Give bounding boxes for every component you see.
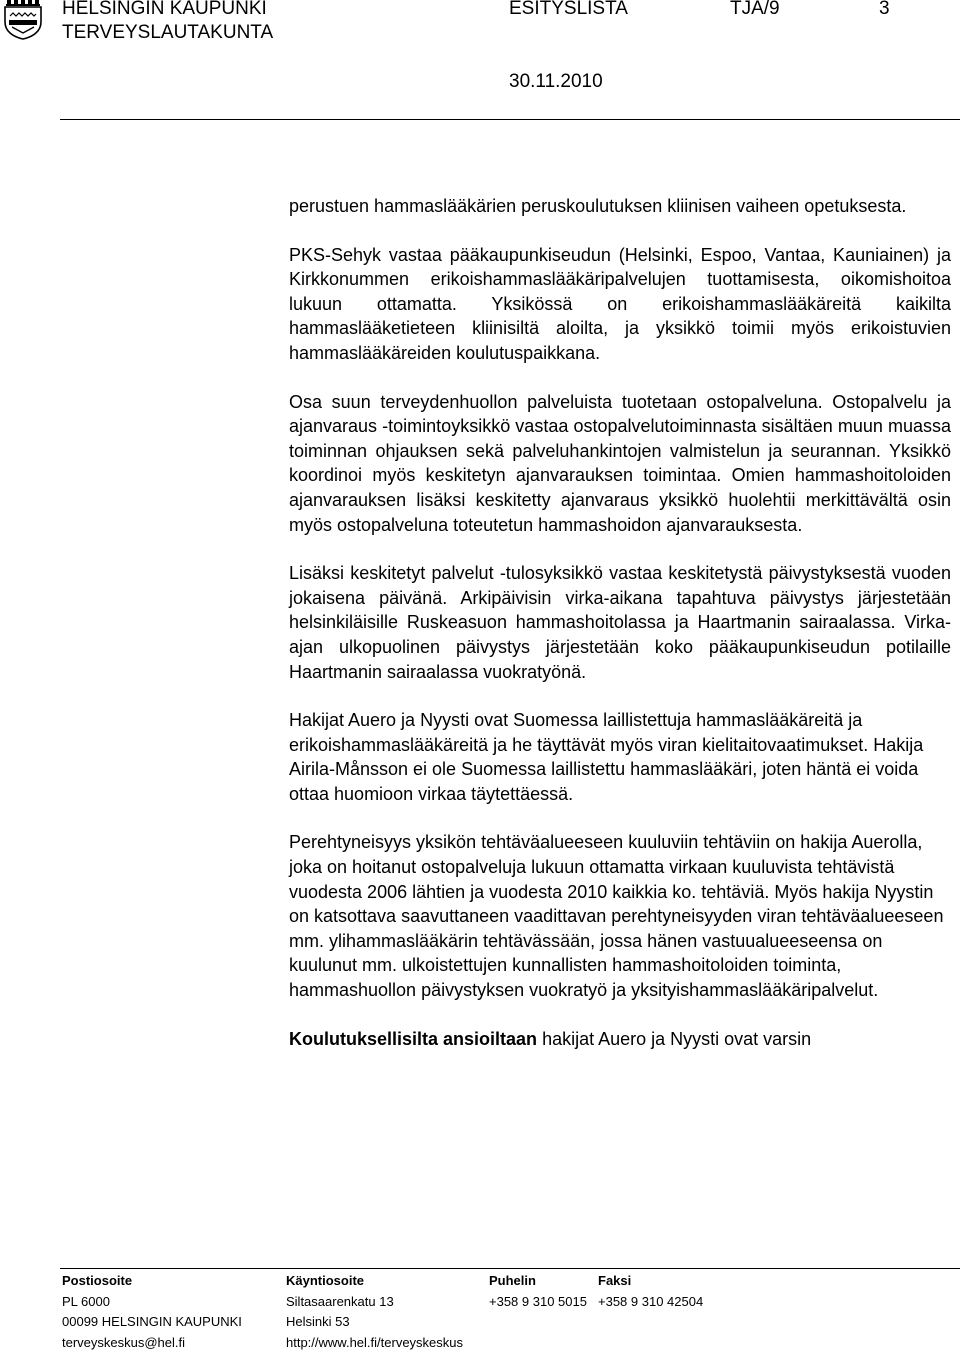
paragraph: Hakijat Auero ja Nyysti ovat Suomessa laillistettuja hammaslääkäreitä ja erikoishammaslääkäreitä ja he täyttävät myös viran kielitaitovaatimukset. Hakija Airila-Månsson ei ole Suomessa laillistettu hammaslääkäri, joten häntä ei voida ottaa huomioon virkaa täytettäessä. [289, 708, 951, 806]
footer-divider [60, 1268, 960, 1269]
footer-heading: Faksi [598, 1271, 703, 1292]
footer-website-link[interactable]: http://www.hel.fi/terveyskeskus [286, 1333, 463, 1353]
paragraph: Perehtyneisyys yksikön tehtäväalueeseen kuuluviin tehtäviin on hakija Auerolla, joka on hoitanut ostopalveluja lukuun ottamatta virkaan kuuluvista tehtävistä vuodesta 2006 lähtien ja vuodesta 2010 kaikkia ko. tehtäviä. Myös hakija Nyystin on katsottava saavuttaneen vaadittavan perehtyneisyyden viran tehtäväalueeseen mm. ylihammaslääkärin tehtävässään, jossa hänen vastuualueeseensa on kuulunut mm. ulkoistettujen kunnallisten hammashoitoloiden toiminta, hammashuollon päivystyksen vuokratyö ja yksityishammaslääkäripalvelut. [289, 830, 951, 1002]
footer-email[interactable]: terveyskeskus@hel.fi [62, 1333, 242, 1353]
paragraph: perustuen hammaslääkärien peruskoulutuksen kliinisen vaiheen opetuksesta. [289, 194, 951, 219]
document-type: ESITYSLISTA [509, 0, 628, 20]
document-body [289, 194, 951, 1051]
footer-fax [598, 1271, 703, 1312]
footer-line: +358 9 310 5015 [489, 1292, 587, 1313]
organization-name: HELSINGIN KAUPUNKI [62, 0, 267, 20]
document-date: 30.11.2010 [509, 71, 603, 93]
committee-name: TERVEYSLAUTAKUNTA [62, 22, 273, 44]
header-divider [60, 119, 960, 120]
footer-postal-address [62, 1271, 242, 1353]
bold-lead-text: Koulutuksellisilta ansioiltaan [289, 1029, 537, 1049]
footer-heading: Käyntiosoite [286, 1271, 463, 1292]
paragraph: Lisäksi keskitetyt palvelut -tulosyksikkö vastaa keskitetystä päivystyksestä vuoden jokaisena päivänä. Arkipäivisin virka-aikana tapahtuva päivystys järjestetään helsinkiläisille Ruskeasuon hammashoitolassa ja Haartmanin sairaalassa. Virka-ajan ulkopuolinen päivystys järjestetään koko pääkaupunkiseudun potilaille Haartmanin sairaalassa vuokratyönä. [289, 561, 951, 684]
paragraph: Osa suun terveydenhuollon palveluista tuotetaan ostopalveluna. Ostopalvelu ja ajanvaraus -toimintoyksikkö vastaa ostopalvelutoiminnasta sisältäen muun muassa toiminnan ohjauksen sekä palveluhankintojen valmistelun ja seurannan. Yksikkö koordinoi myös keskitetyn ajanvarauksen toimintaa. Omien hammashoitoloiden ajanvarauksen lisäksi keskitetty ajanvaraus yksikkö huolehtii merkittävältä osin myös ostopalveluna toteutetun hammashoidon ajanvarauksesta. [289, 390, 951, 538]
paragraph: PKS-Sehyk vastaa pääkaupunkiseudun (Helsinki, Espoo, Vantaa, Kauniainen) ja Kirkkonummen erikoishammaslääkäripalvelujen tuottamisesta, oikomishoitoa lukuun ottamatta. Yksikössä on erikoishammaslääkäreitä kaikilta hammaslääketieteen kliinisiltä aloilta, ja yksikkö toimii myös erikoistuvien hammaslääkäreiden koulutuspaikkana. [289, 243, 951, 366]
footer-heading: Puhelin [489, 1271, 587, 1292]
footer-line: PL 6000 [62, 1292, 242, 1313]
paragraph [289, 1027, 951, 1052]
helsinki-coat-of-arms-logo [0, 0, 46, 40]
paragraph-text: hakijat Auero ja Nyysti ovat varsin [537, 1029, 811, 1049]
footer-phone [489, 1271, 587, 1312]
footer-line: 00099 HELSINGIN KAUPUNKI [62, 1312, 242, 1333]
footer-heading: Postiosoite [62, 1271, 242, 1292]
footer-line: +358 9 310 42504 [598, 1292, 703, 1313]
footer-visiting-address [286, 1271, 463, 1353]
footer-line: Helsinki 53 [286, 1312, 463, 1333]
footer-line: Siltasaarenkatu 13 [286, 1292, 463, 1313]
page-number: 3 [879, 0, 890, 20]
document-reference: TJA/9 [730, 0, 780, 20]
